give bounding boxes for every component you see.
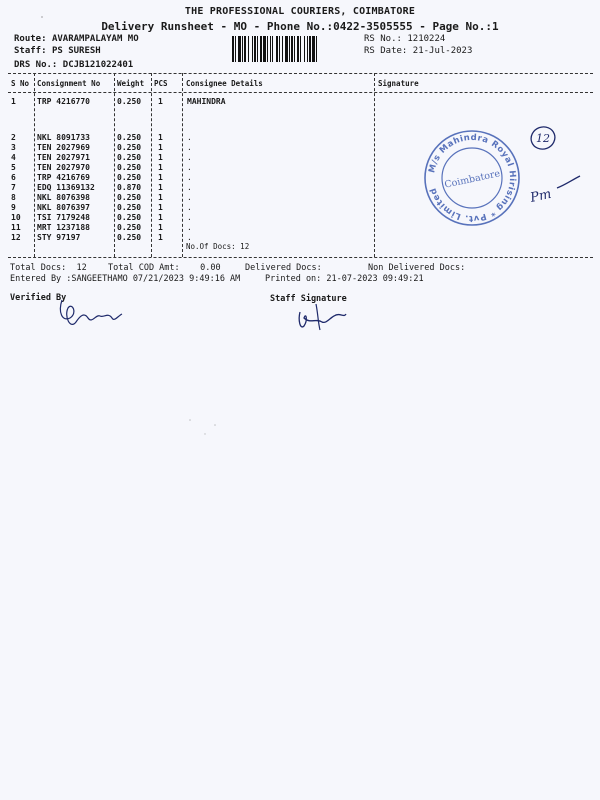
staff-label: Staff:: [14, 46, 47, 56]
cell-consignee: .: [187, 163, 192, 172]
cell-consignment: MRT 1237188: [37, 223, 90, 232]
cell-consignee: .: [187, 133, 192, 142]
scan-specks: [41, 16, 216, 435]
cell-sno: 10: [11, 213, 21, 222]
cell-consignment: TRP 4216770: [37, 97, 90, 106]
no-of-docs: No.Of Docs: 12: [186, 242, 250, 251]
cell-weight: 0.250: [117, 223, 142, 232]
stamp-ring-text: M/s Mahindra Royal Hirising * Pvt. Limited: [427, 132, 518, 224]
cell-pcs: 1: [158, 133, 163, 142]
cell-weight: 0.870: [117, 183, 142, 192]
entered-by: Entered By :SANGEETHAMO 07/21/2023 9:49:16 AM: [10, 274, 241, 284]
cell-consignee: .: [187, 223, 192, 232]
col-header-weight: Weight: [117, 79, 145, 88]
rs-date-label: RS Date:: [364, 46, 408, 56]
cell-weight: 0.250: [117, 203, 142, 212]
col-header-signature: Signature: [378, 79, 419, 88]
cell-sno: 9: [11, 203, 16, 212]
route-value: AVARAMPALAYAM MO: [51, 34, 139, 44]
cell-consignee: MAHINDRA: [187, 97, 226, 106]
cell-weight: 0.250: [117, 213, 142, 222]
cell-sno: 11: [11, 223, 21, 232]
handwritten-note: [528, 176, 580, 206]
handwritten-pm-text: Pm: [528, 186, 553, 206]
cell-sno: 4: [11, 153, 16, 162]
cell-pcs: 1: [158, 153, 163, 162]
cell-weight: 0.250: [117, 233, 142, 242]
company-stamp: [425, 131, 519, 225]
cell-weight: 0.250: [117, 163, 142, 172]
cell-pcs: 1: [158, 97, 163, 106]
cell-pcs: 1: [158, 143, 163, 152]
cell-weight: 0.250: [117, 133, 142, 142]
route-label: Route:: [14, 34, 47, 44]
cell-consignment: TRP 4216769: [37, 173, 90, 182]
cell-consignment: NKL 8076397: [37, 203, 90, 212]
col-header-pcs: PCS: [154, 79, 168, 88]
cell-sno: 6: [11, 173, 16, 182]
cell-consignment: STY 97197: [37, 233, 81, 242]
cell-consignee: .: [187, 173, 192, 182]
cell-consignee: .: [187, 193, 192, 202]
cell-consignee: .: [187, 153, 192, 162]
total-docs: Total Docs: 12: [10, 263, 87, 273]
cell-sno: 5: [11, 163, 16, 172]
rs-no-value: 1210224: [407, 34, 446, 44]
verified-by-label: Verified By: [10, 293, 67, 303]
cell-sno: 2: [11, 133, 16, 142]
company-title: THE PROFESSIONAL COURIERS, COIMBATORE: [184, 6, 416, 17]
cell-pcs: 1: [158, 223, 163, 232]
cell-sno: 8: [11, 193, 16, 202]
cell-sno: 7: [11, 183, 16, 192]
rs-date-value: 21-Jul-2023: [412, 46, 473, 56]
runsheet-title: Delivery Runsheet - MO - Phone No.:0422-3505555 - Page No.:1: [101, 20, 499, 33]
drs-value: DCJB121022401: [62, 60, 134, 70]
cell-consignee: .: [187, 233, 192, 242]
cell-pcs: 1: [158, 203, 163, 212]
rs-no-label: RS No.:: [364, 34, 402, 44]
non-delivered-docs: Non Delivered Docs:: [368, 263, 466, 273]
cell-consignment: TEN 2027969: [37, 143, 90, 152]
cell-pcs: 1: [158, 173, 163, 182]
cell-pcs: 1: [158, 213, 163, 222]
cell-pcs: 1: [158, 233, 163, 242]
cell-consignee: .: [187, 183, 192, 192]
staff-signature: [299, 304, 346, 330]
col-header-consignee: Consignee Details: [186, 79, 263, 88]
cell-weight: 0.250: [117, 153, 142, 162]
cell-consignee: .: [187, 213, 192, 222]
col-header-sno: S No: [11, 79, 30, 88]
col-header-consignment: Consignment No: [37, 79, 101, 88]
cell-weight: 0.250: [117, 97, 142, 106]
cell-pcs: 1: [158, 163, 163, 172]
total-cod: Total COD Amt: 0.00: [108, 263, 221, 273]
cell-weight: 0.250: [117, 143, 142, 152]
drs-label: DRS No.:: [14, 60, 58, 70]
stamp-center-text: Coimbatore: [443, 168, 502, 191]
cell-consignment: EDQ 11369132: [37, 183, 95, 192]
cell-consignee: .: [187, 143, 192, 152]
staff-signature-label: Staff Signature: [270, 294, 347, 304]
verified-signature: [60, 300, 122, 324]
handwritten-count: [528, 124, 558, 153]
cell-sno: 3: [11, 143, 16, 152]
cell-consignment: TSI 7179248: [37, 213, 90, 222]
cell-consignment: TEN 2027971: [37, 153, 90, 162]
count-note-text: 12: [536, 132, 550, 145]
cell-pcs: 1: [158, 193, 163, 202]
cell-pcs: 1: [158, 183, 163, 192]
cell-sno: 12: [11, 233, 21, 242]
printed-on: Printed on: 21-07-2023 09:49:21: [265, 274, 424, 284]
cell-consignment: NKL 8076398: [37, 193, 90, 202]
staff-value: PS SURESH: [51, 46, 101, 56]
cell-consignment: NKL 8091733: [37, 133, 90, 142]
cell-sno: 1: [11, 97, 16, 106]
cell-consignee: .: [187, 203, 192, 212]
cell-weight: 0.250: [117, 173, 142, 182]
cell-weight: 0.250: [117, 193, 142, 202]
delivered-docs: Delivered Docs:: [245, 263, 322, 273]
cell-consignment: TEN 2027970: [37, 163, 90, 172]
